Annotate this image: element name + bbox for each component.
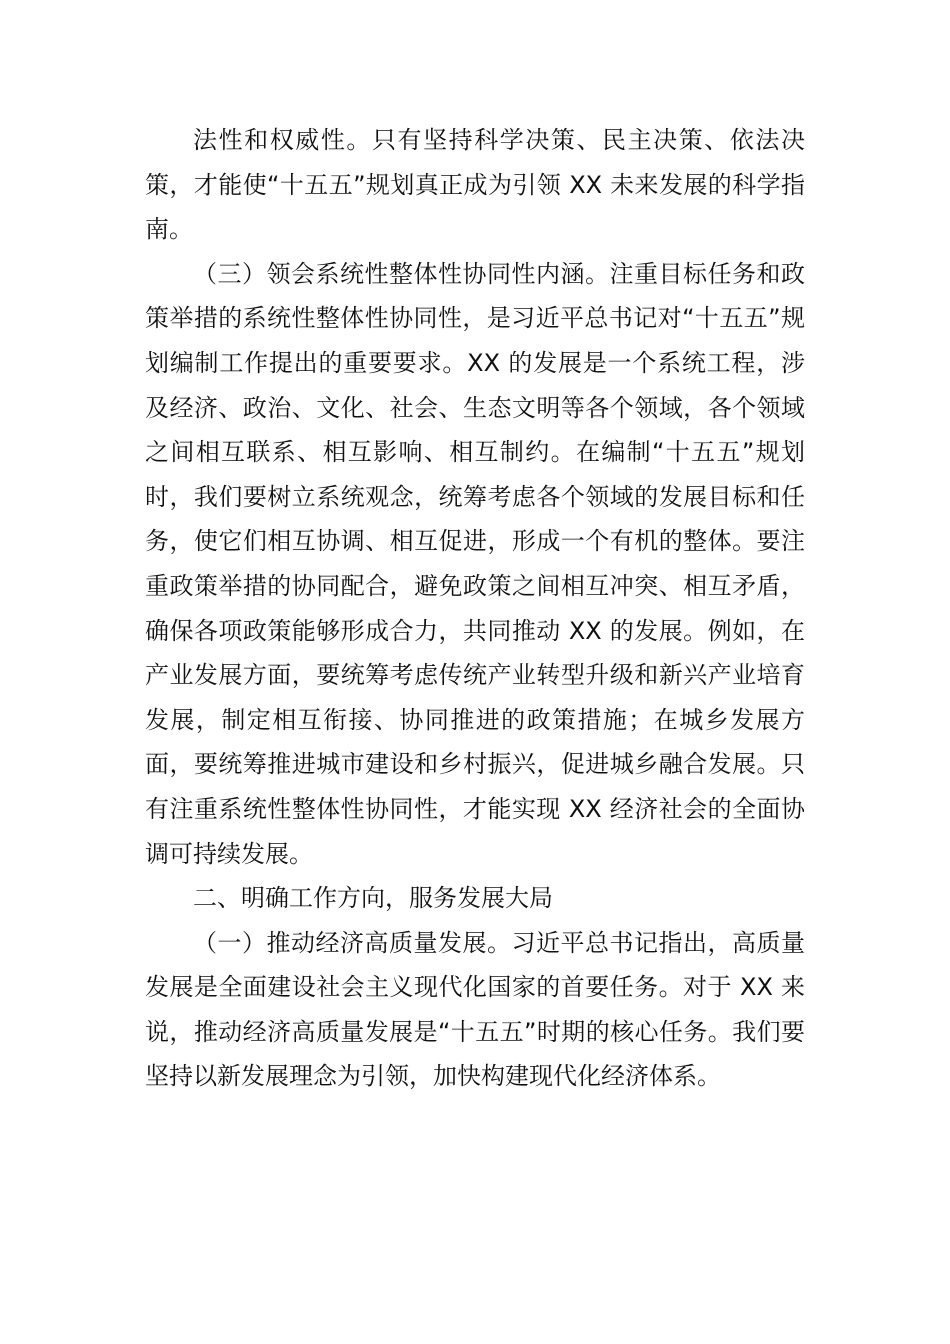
paragraph-continuation: 法性和权威性。只有坚持科学决策、民主决策、依法决策，才能使“十五五”规划真正成为引领 XX 未来发展的科学指南。 (145, 126, 805, 244)
paragraph-subsection-1: （一）推动经济高质量发展。习近平总书记指出，高质量发展是全面建设社会主义现代化国家的首要任务。对于 XX 来说，推动经济高质量发展是“十五五”时期的核心任务。我们要坚持以新发展理念为引领，加快构建现代化经济体系。 (145, 928, 805, 1091)
paragraph-section-3: （三）领会系统性整体性协同性内涵。注重目标任务和政策举措的系统性整体性协同性，是习近平总书记对“十五五”规划编制工作提出的重要要求。XX 的发展是一个系统工程，涉及经济、政治、文化、社会、生态文明等各个领域，各个领域之间相互联系、相互影响、相互制约。在编制“十五五”规划时，我们要树立系统观念，统筹考虑各个领域的发展目标和任务，使它们相互协调、相互促进，形成一个有机的整体。要注重政策举措的协同配合，避免政策之间相互冲突、相互矛盾，确保各项政策能够形成合力，共同推动 XX 的发展。例如，在产业发展方面，要统筹考虑传统产业转型升级和新兴产业培育发展，制定相互衔接、协同推进的政策措施；在城乡发展方面，要统筹推进城市建设和乡村振兴，促进城乡融合发展。只有注重系统性整体性协同性，才能实现 XX 经济社会的全面协调可持续发展。 (145, 259, 805, 868)
document-body (145, 118, 805, 1099)
section-heading-2: 二、明确工作方向，服务发展大局 (193, 884, 553, 913)
